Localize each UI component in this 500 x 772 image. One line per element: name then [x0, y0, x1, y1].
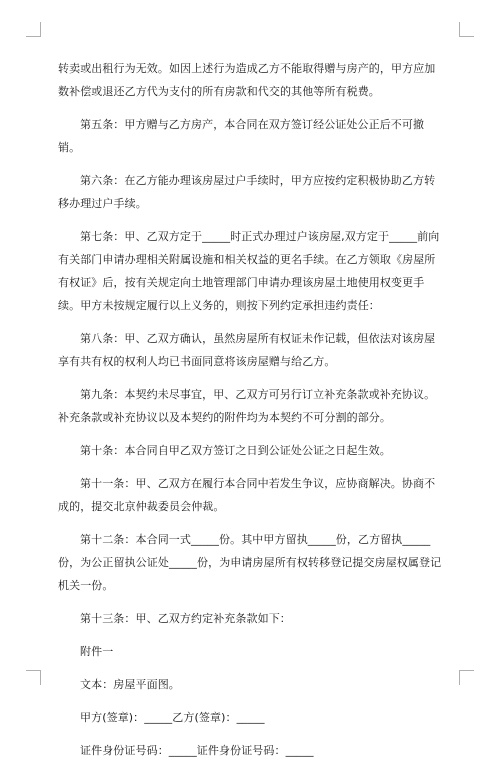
clause-12: 第十二条：本合同一式_____份。其中甲方留执_____份，乙方留执_____份，为公正留执公证处_____份，为申请房屋所有权转移登记提交房屋权属登记机关一份。 — [58, 533, 442, 592]
clause-10: 第十条：本合同自甲乙双方签订之日到公证处公证之日起生效。 — [80, 444, 391, 457]
crop-mark-top-right — [459, 22, 474, 37]
clause-8: 第八条：甲、乙双方确认，虽然房屋所有权证未作记载，但依法对该房屋享有共有权的权利人均已书面同意将该房屋赠与给乙方。 — [58, 332, 436, 368]
crop-mark-bottom-right — [459, 670, 474, 685]
signature-line: 甲方(签章)：_____乙方(签章)：_____ — [80, 711, 265, 724]
clause-11: 第十一条：甲、乙双方在履行本合同中若发生争议，应协商解决。协商不成的，提交北京仲裁委员会仲裁。 — [58, 477, 436, 513]
clause-9: 第九条：本契约未尽事宜，甲、乙双方可另行订立补充条款或补充协议。补充条款或补充协议以及本契约的附件均为本契约不可分割的部分。 — [58, 388, 436, 424]
clause-13: 第十三条：甲、乙双方约定补充条款如下： — [80, 612, 291, 625]
attachment-text: 文本：房屋平面图。 — [80, 678, 180, 691]
crop-mark-bottom-left — [26, 670, 41, 685]
paragraph-continuation: 转卖或出租行为无效。如因上述行为造成乙方不能取得赠与房产的，甲方应加数补偿或退还乙方代为支付的所有房款和代交的其他等所有税费。 — [58, 62, 436, 98]
attachment-title: 附件一 — [80, 645, 114, 658]
document-body — [58, 57, 442, 772]
crop-mark-top-left — [26, 22, 41, 37]
id-number-line: 证件身份证号码：_____证件身份证号码：_____ — [80, 744, 314, 757]
clause-6: 第六条：在乙方能办理该房屋过户手续时，甲方应按约定积极协助乙方转移办理过户手续。 — [58, 174, 436, 210]
clause-5: 第五条：甲方赠与乙方房产，本合同在双方签订经公证处公正后不可撤销。 — [58, 118, 425, 154]
clause-7: 第七条：甲、乙双方定于_____时正式办理过户该房屋,双方定于_____前向有关部门申请办理相关附属设施和相关权益的更名手续。在乙方领取《房屋所有权证》后，按有关规定向土地管理部门申请办理该房屋土地使用权变更手续。甲方未按规定履行以上义务的，则按下列约定承担违约责任： — [58, 230, 440, 312]
